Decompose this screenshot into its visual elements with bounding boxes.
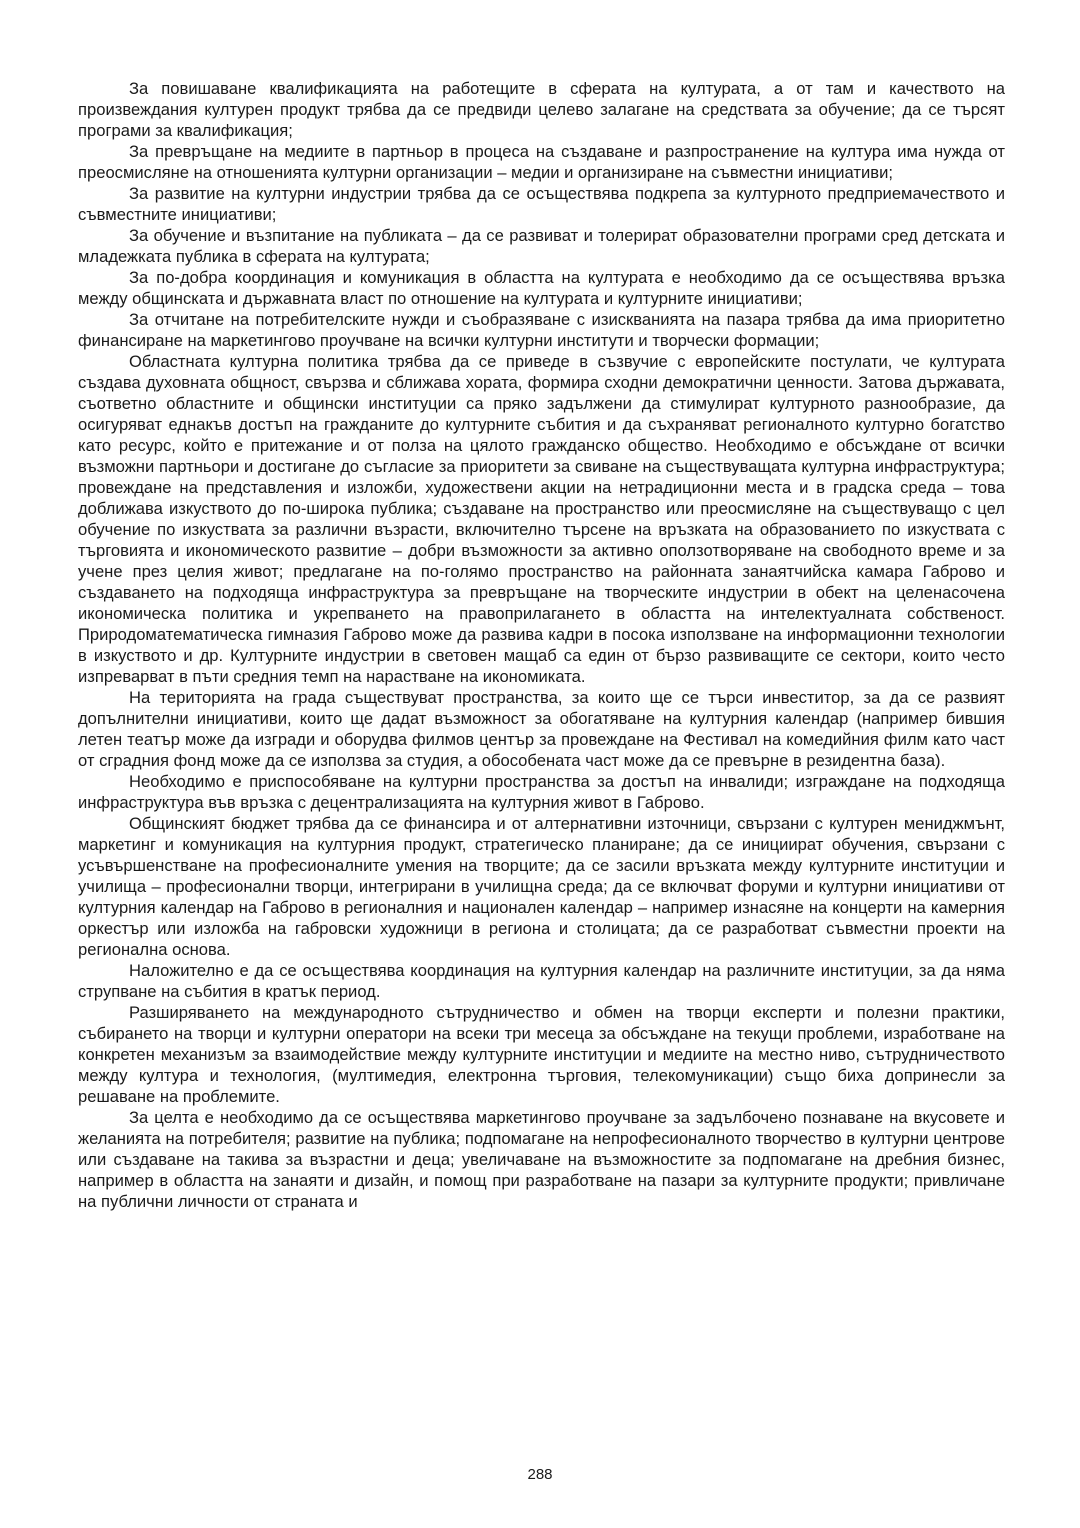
paragraph-municipal-budget: Общинският бюджет трябва да се финансира и от алтернативни източници, свързани с културен мениджмънт, маркетинг и комуникация на културния продукт, стратегическо планиране; да се инициират обучения, свързани с усъвършенстване на професионалните умения на творците; да се засили връзката между културните институции и училища – професионални творци, интегрирани в училищна среда; да се включват форуми и културни инициативи от културния календар на Габрово в регионалния и национален календар – например изнасяне на концерти на камерния оркестър или изложба на габровски художници в региона и столицата; да се разработват съвместни проекти на регионална основа. — [78, 814, 1005, 959]
paragraph-coordination: За по-добра координация и комуникация в областта на културата е необходимо да се осъществява връзка между общинската и държавната власт по отношение на културата и културните инициативи; — [78, 268, 1005, 308]
page-number: 288 — [527, 1466, 553, 1483]
document-page — [78, 78, 1005, 1212]
paragraph-accessibility: Необходимо е приспособяване на културни пространства за достъп на инвалиди; изграждане на подходяща инфраструктура във връзка с децентрализацията на културния живот в Габрово. — [78, 772, 1005, 812]
paragraph-audience-education: За обучение и възпитание на публиката – да се развиват и толерират образователни програми сред детската и младежката публика в сферата на културата; — [78, 226, 1005, 266]
paragraph-qualification: За повишаване квалификацията на работещите в сферата на културата, а от там и качеството на произвеждания културен продукт трябва да се предвиди целево залагане на средствата за обучение; да се търсят програми за квалификация; — [78, 79, 1005, 140]
paragraph-city-spaces: На територията на града съществуват пространства, за които ще се търси инвеститор, за да се развият допълнителни инициативи, които ще дадат възможност за обогатяване на културния календар (например бившия летен театър може да изгради и оборудва филмов център за провеждане на Фестивал на комедийния филм като част от сградния фонд може да се използва за студия, а обособената част може да се превърне в резидентна база). — [78, 688, 1005, 770]
paragraph-cultural-industries: За развитие на културни индустрии трябва да се осъществява подкрепа за културното предприемачеството и съвместните инициативи; — [78, 184, 1005, 224]
paragraph-media-partnership: За превръщане на медиите в партньор в процеса на създаване и разпространение на култура има нужда от преосмисляне на отношенията културни организации – медии и организиране на съвместни инициативи; — [78, 142, 1005, 182]
paragraph-calendar-coordination: Наложително е да се осъществява координация на културния календар на различните институции, за да няма струпване на събития в кратък период. — [78, 961, 1005, 1001]
paragraph-marketing-research: За целта е необходимо да се осъществява маркетингово проучване за задълбочено познаване на вкусовете и желанията на потребителя; развитие на публика; подпомагане на непрофесионалното творчество в културни центрове или създаване на такива за възрастни и деца; увеличаване на възможностите за подпомагане на дребния бизнес, например в областта на занаяти и дизайн, и помощ при разработване на пазари за културните продукти; привличане на публични личности от страната и — [78, 1108, 1005, 1211]
paragraph-consumer-needs: За отчитане на потребителските нужди и съобразяване с изискванията на пазара трябва да има приоритетно финансиране на маркетингово проучване на всички културни институти и творчески формации; — [78, 310, 1005, 350]
paragraph-international-cooperation: Разширяването на международното сътрудничество и обмен на творци експерти и полезни практики, събирането на творци и културни оператори на всеки три месеца за обсъждане на текущи проблеми, изработване на конкретен механизъм за взаимодействие между културните институции и медиите на местно ниво, сътрудничеството между култура и технология, (мултимедия, електронна търговия, телекомуникации) също биха допринесли за решаване на проблемите. — [78, 1003, 1005, 1106]
paragraph-regional-policy: Областната културна политика трябва да се приведе в съзвучие с европейските постулати, че културата създава духовната общност, свързва и сближава хората, формира сходни демократични ценности. Затова държавата, съответно областните и общински институции са пряко задължени да стимулират културното разнообразие, да осигуряват еднакъв достъп на гражданите до културните събития и да съхраняват регионалното културно богатство като ресурс, който е притежание и от полза на цялото гражданско общество. Необходимо е обсъждане от всички възможни партньори и достигане до съгласие за приоритети за свиване на съществуващата културна инфраструктура; провеждане на представления и изложби, художествени акции на нетрадиционни места и в градска среда – това доближава изкуството до по-широка публика; създаване на пространство или преосмисляне на съществуващо с цел обучение по изкуствата за различни възрасти, включително търсене на връзката на образованието по изкуствата с търговията и икономическото развитие – добри възможности за активно оползотворяване на свободното време и за учене през целия живот; предлагане на по-голямо пространство на районната занаятчийска камара Габрово и създаването на подходяща инфраструктура за превръщане на творческите индустрии в обект на целенасочена икономическа политика и укрепването на правоприлагането в областта на интелектуалната собственост. Природоматематическа гимназия Габрово може да развива кадри в посока използване на информационни технологии в изкуството и др. Културните индустрии в световен мащаб са един от бързо развиващите се сектори, които често изпреварват в пъти средния темп на нарастване на икономиката. — [78, 352, 1005, 686]
